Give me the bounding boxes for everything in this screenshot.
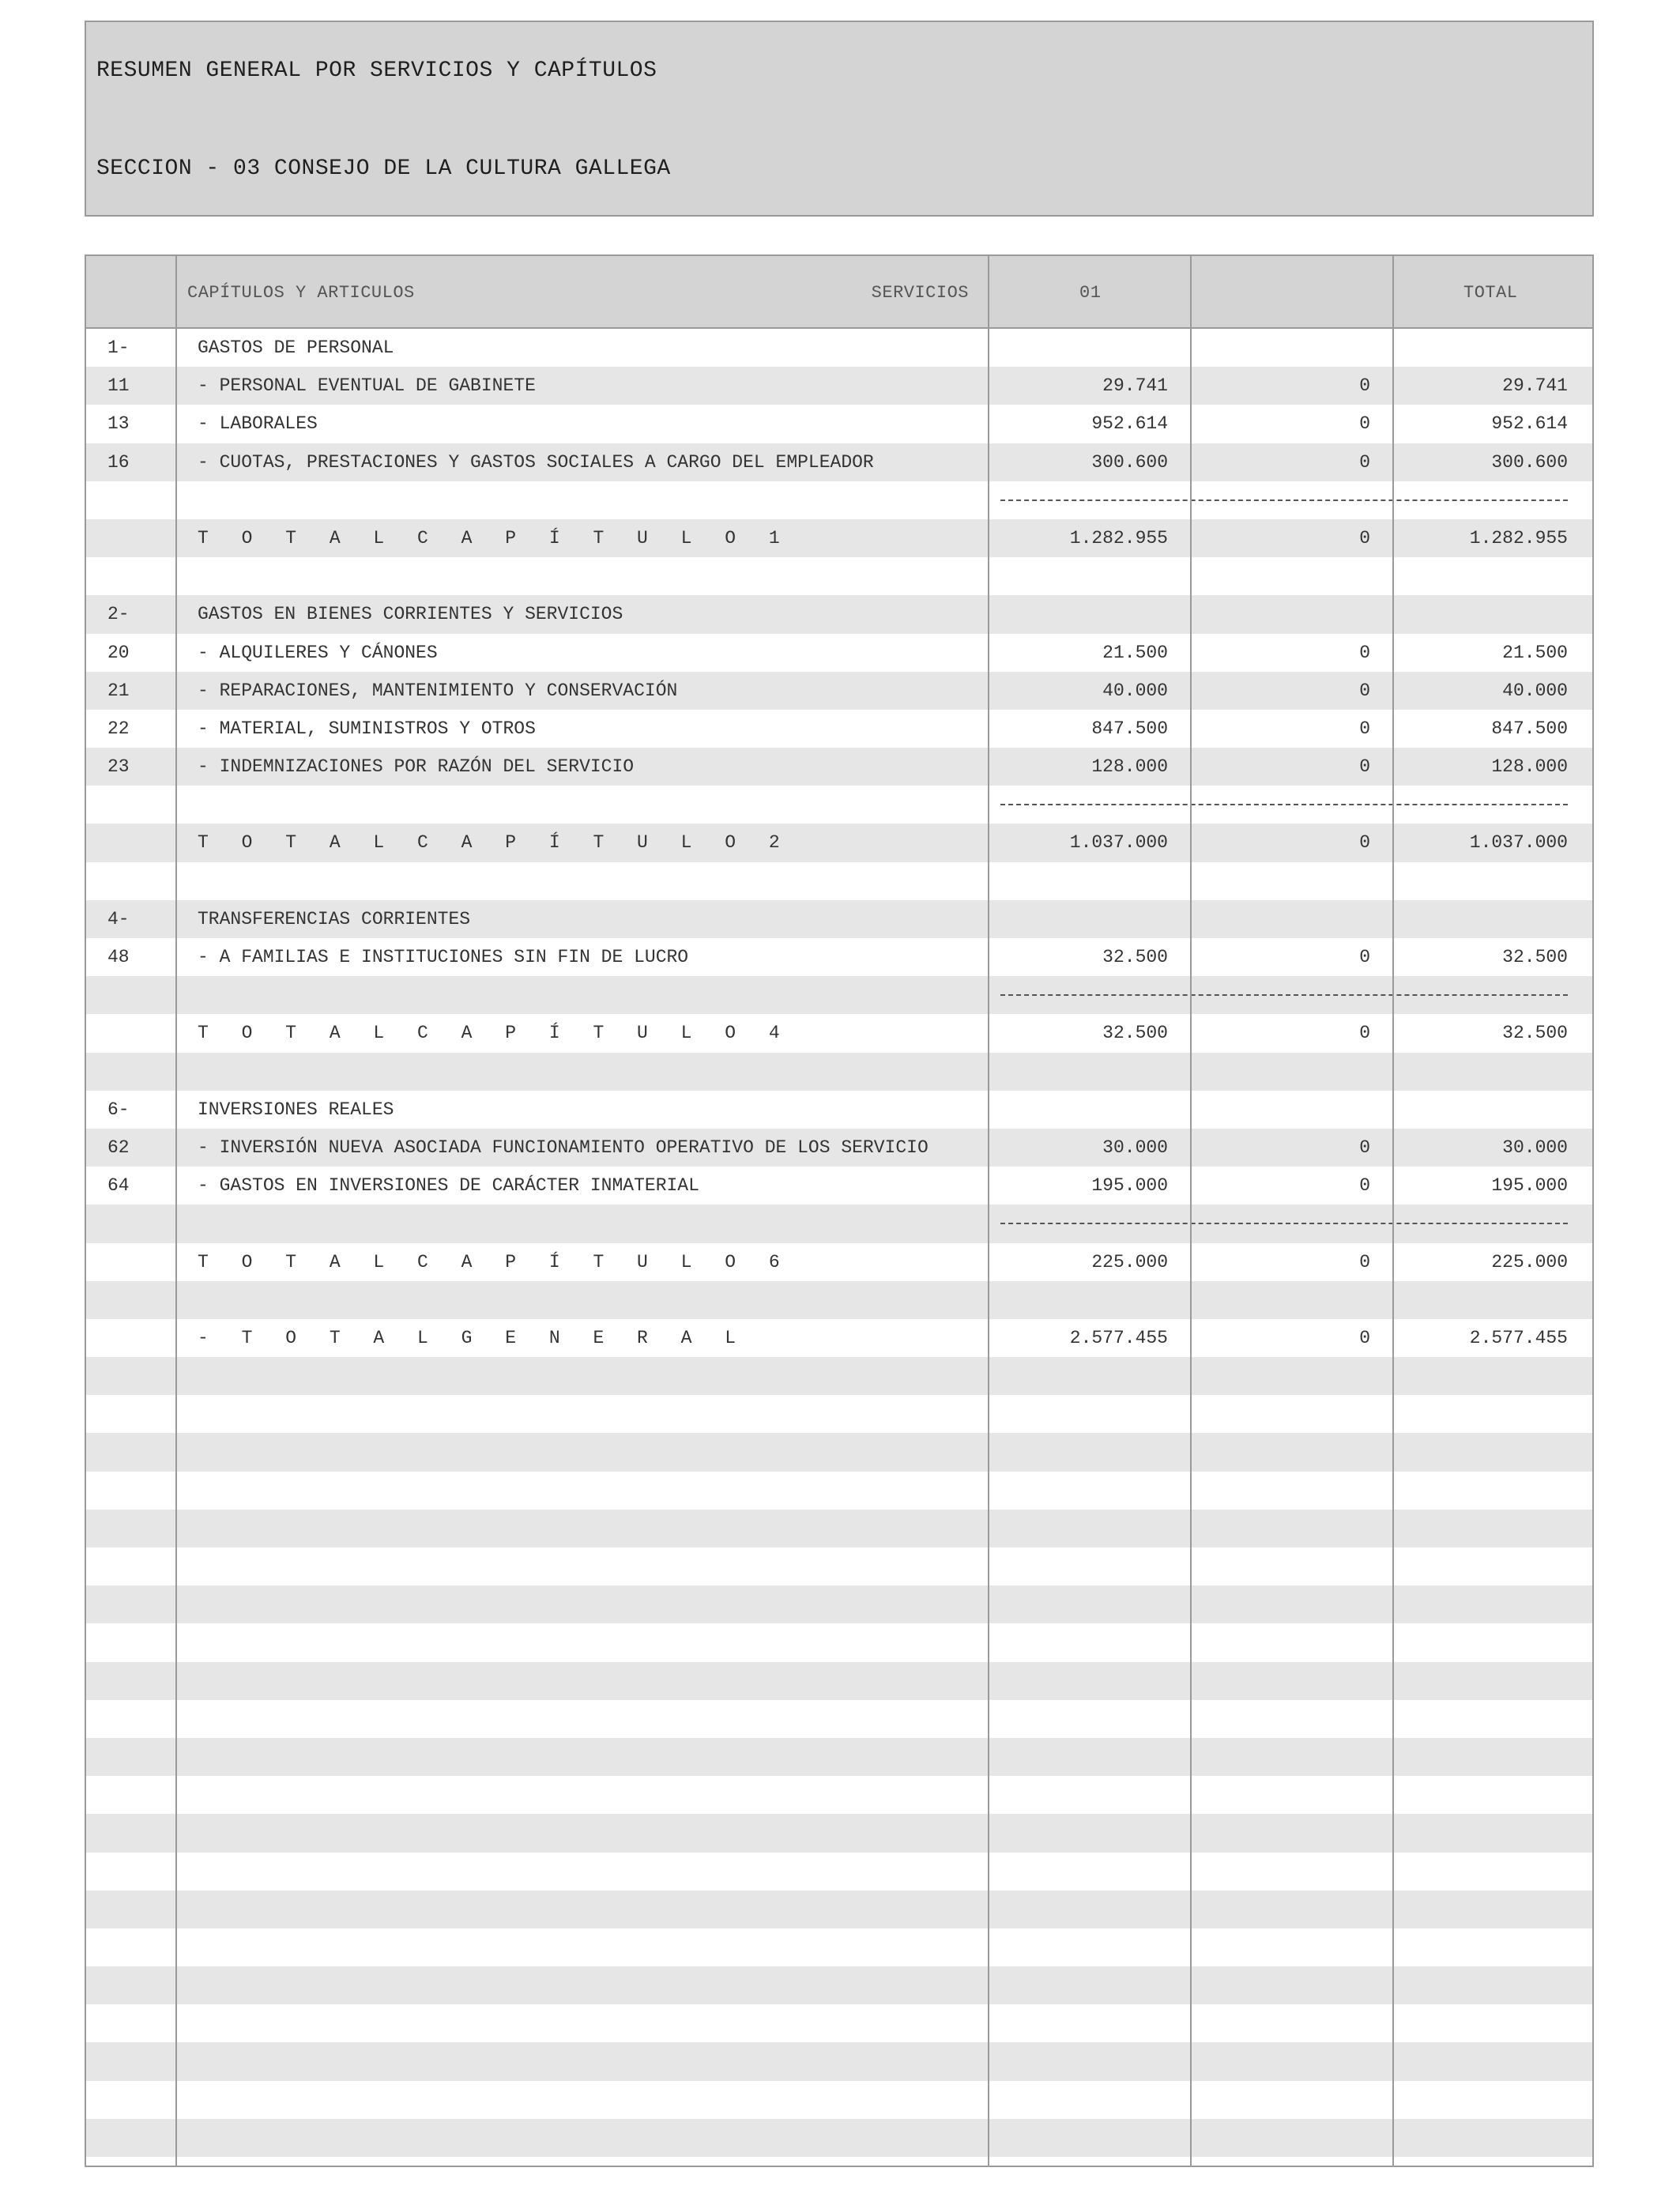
table-row	[86, 1357, 1592, 1395]
subtotal-separator	[1000, 804, 1568, 805]
row-description: - LABORALES	[198, 413, 318, 435]
table-row	[86, 1204, 1592, 1242]
table-row	[86, 1395, 1592, 1433]
column-divider	[1392, 256, 1394, 2166]
blank-column-value: 0	[1359, 451, 1370, 473]
table-row	[86, 1700, 1592, 1738]
row-code: 13	[107, 413, 130, 435]
row-description: - CUOTAS, PRESTACIONES Y GASTOS SOCIALES A CARGO DEL EMPLEADOR	[198, 451, 874, 473]
table-row	[86, 1014, 1592, 1052]
report-header	[85, 21, 1594, 217]
row-code: 22	[107, 718, 130, 739]
total-value: 1.282.955	[1469, 527, 1568, 548]
blank-column-value: 0	[1359, 1327, 1370, 1348]
row-description: - REPARACIONES, MANTENIMIENTO Y CONSERVACIÓN	[198, 680, 678, 701]
total-value: 300.600	[1491, 451, 1568, 473]
table-row	[86, 748, 1592, 786]
subtotal-separator	[1000, 499, 1568, 501]
blank-column-value: 0	[1359, 756, 1370, 778]
row-description: - INDEMNIZACIONES POR RAZÓN DEL SERVICIO	[198, 756, 635, 778]
total-value: 195.000	[1491, 1175, 1568, 1197]
table-row	[86, 1319, 1592, 1357]
total-value: 32.500	[1502, 1023, 1568, 1044]
row-code: 23	[107, 756, 130, 778]
total-label: - T O T A L G E N E R A L	[198, 1327, 748, 1348]
service-01-value: 40.000	[1102, 680, 1168, 701]
table-row	[86, 672, 1592, 710]
row-description: - MATERIAL, SUMINISTROS Y OTROS	[198, 718, 536, 739]
table-row	[86, 938, 1592, 976]
service-01-value: 30.000	[1102, 1137, 1168, 1158]
table-row	[86, 634, 1592, 672]
row-code: 16	[107, 451, 130, 473]
row-code: 21	[107, 680, 130, 701]
table-row	[86, 1281, 1592, 1319]
blank-column-value: 0	[1359, 1175, 1370, 1197]
total-value: 29.741	[1502, 375, 1568, 397]
total-label: T O T A L C A P Í T U L O 1	[198, 527, 791, 548]
row-description: TRANSFERENCIAS CORRIENTES	[198, 908, 471, 929]
service-01-value: 2.577.455	[1069, 1327, 1168, 1348]
column-header-total: TOTAL	[1463, 283, 1518, 303]
table-row	[86, 1891, 1592, 1928]
table-row	[86, 2081, 1592, 2119]
service-01-value: 32.500	[1102, 1023, 1168, 1044]
table-row	[86, 2004, 1592, 2042]
service-01-value: 1.282.955	[1069, 527, 1168, 548]
service-01-value: 847.500	[1091, 718, 1168, 739]
table-row	[86, 1585, 1592, 1623]
table-row	[86, 1662, 1592, 1700]
row-code: 11	[107, 375, 130, 397]
table-row	[86, 1510, 1592, 1547]
table-row	[86, 1129, 1592, 1167]
table-row	[86, 900, 1592, 938]
blank-column-value: 0	[1359, 1137, 1370, 1158]
row-code: 1-	[107, 337, 130, 358]
table-row	[86, 443, 1592, 481]
total-label: T O T A L C A P Í T U L O 6	[198, 1251, 791, 1272]
row-description: - INVERSIÓN NUEVA ASOCIADA FUNCIONAMIENTO OPERATIVO DE LOS SERVICIO	[198, 1137, 929, 1158]
table-row	[86, 1472, 1592, 1510]
total-value: 32.500	[1502, 947, 1568, 967]
service-01-value: 32.500	[1102, 947, 1168, 967]
row-description: - ALQUILERES Y CÁNONES	[198, 642, 438, 663]
row-description: INVERSIONES REALES	[198, 1099, 394, 1120]
table-row	[86, 1547, 1592, 1585]
subtotal-separator	[1000, 1223, 1568, 1224]
row-code: 6-	[107, 1099, 130, 1120]
total-value: 21.500	[1502, 642, 1568, 663]
table-row	[86, 405, 1592, 443]
column-divider	[1190, 256, 1192, 2166]
total-label: T O T A L C A P Í T U L O 2	[198, 832, 791, 854]
table-row	[86, 786, 1592, 824]
table-row	[86, 329, 1592, 367]
report-title: RESUMEN GENERAL POR SERVICIOS Y CAPÍTULOS	[96, 58, 657, 83]
service-01-value: 225.000	[1091, 1251, 1168, 1272]
service-01-value: 1.037.000	[1069, 832, 1168, 854]
table-row	[86, 2119, 1592, 2157]
total-label: T O T A L C A P Í T U L O 4	[198, 1023, 791, 1044]
table-row	[86, 1623, 1592, 1661]
blank-column-value: 0	[1359, 718, 1370, 739]
total-value: 40.000	[1502, 680, 1568, 701]
total-value: 30.000	[1502, 1137, 1568, 1158]
table-row	[86, 1738, 1592, 1776]
total-value: 225.000	[1491, 1251, 1568, 1272]
table-row	[86, 1091, 1592, 1129]
table-row	[86, 1928, 1592, 1966]
row-code: 48	[107, 947, 130, 967]
total-value: 128.000	[1491, 756, 1568, 778]
service-01-value: 195.000	[1091, 1175, 1168, 1197]
service-01-value: 128.000	[1091, 756, 1168, 778]
column-divider	[175, 256, 177, 2166]
table-row	[86, 481, 1592, 519]
blank-column-value: 0	[1359, 1251, 1370, 1272]
blank-column-value: 0	[1359, 375, 1370, 397]
table-row	[86, 1243, 1592, 1281]
total-value: 2.577.455	[1469, 1327, 1568, 1348]
table-row	[86, 367, 1592, 405]
section-title: SECCION - 03 CONSEJO DE LA CULTURA GALLEGA	[96, 156, 671, 181]
row-description: - PERSONAL EVENTUAL DE GABINETE	[198, 375, 536, 397]
table-row	[86, 1053, 1592, 1091]
blank-column-value: 0	[1359, 642, 1370, 663]
column-header-services: SERVICIOS	[871, 283, 969, 303]
table-row	[86, 595, 1592, 633]
column-header-service-01: 01	[1079, 283, 1102, 303]
row-code: 64	[107, 1175, 130, 1197]
subtotal-separator	[1000, 994, 1568, 996]
table-row	[86, 1853, 1592, 1891]
table-row	[86, 1433, 1592, 1471]
column-header-chapters: CAPÍTULOS Y ARTICULOS	[187, 283, 415, 303]
row-code: 2-	[107, 604, 130, 625]
row-code: 4-	[107, 908, 130, 929]
table-row	[86, 710, 1592, 748]
service-01-value: 952.614	[1091, 413, 1168, 435]
row-description: GASTOS EN BIENES CORRIENTES Y SERVICIOS	[198, 604, 623, 625]
table-row	[86, 1167, 1592, 1204]
row-code: 62	[107, 1137, 130, 1158]
table-row	[86, 557, 1592, 595]
service-01-value: 29.741	[1102, 375, 1168, 397]
row-code: 20	[107, 642, 130, 663]
blank-column-value: 0	[1359, 680, 1370, 701]
budget-table	[85, 254, 1594, 2167]
table-row	[86, 1814, 1592, 1852]
table-row	[86, 976, 1592, 1014]
table-row	[86, 862, 1592, 900]
row-description: - A FAMILIAS E INSTITUCIONES SIN FIN DE LUCRO	[198, 947, 689, 967]
table-row	[86, 1776, 1592, 1814]
blank-column-value: 0	[1359, 832, 1370, 854]
blank-column-value: 0	[1359, 413, 1370, 435]
total-value: 1.037.000	[1469, 832, 1568, 854]
row-description: - GASTOS EN INVERSIONES DE CARÁCTER INMATERIAL	[198, 1175, 699, 1197]
row-description: GASTOS DE PERSONAL	[198, 337, 394, 358]
table-row	[86, 1966, 1592, 2004]
blank-column-value: 0	[1359, 527, 1370, 548]
column-divider	[988, 256, 989, 2166]
blank-column-value: 0	[1359, 1023, 1370, 1044]
table-row	[86, 519, 1592, 557]
table-header	[86, 256, 1592, 329]
table-body	[86, 329, 1592, 2157]
total-value: 847.500	[1491, 718, 1568, 739]
table-row	[86, 824, 1592, 861]
blank-column-value: 0	[1359, 947, 1370, 967]
total-value: 952.614	[1491, 413, 1568, 435]
service-01-value: 21.500	[1102, 642, 1168, 663]
service-01-value: 300.600	[1091, 451, 1168, 473]
table-row	[86, 2042, 1592, 2080]
